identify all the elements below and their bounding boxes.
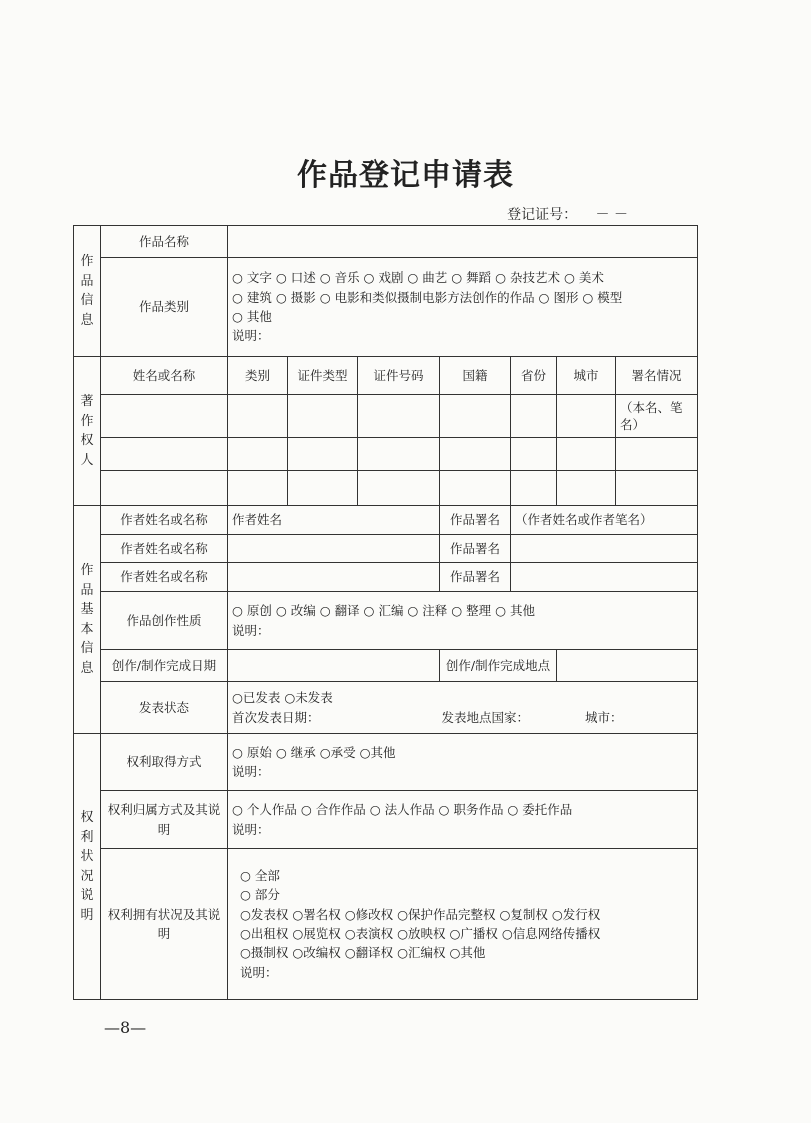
owner-row-2-id-type[interactable] bbox=[288, 438, 358, 471]
work-type-line-3[interactable]: ○ 其他 bbox=[232, 309, 272, 324]
rights-own-line-3[interactable]: ○摄制权 ○改编权 ○翻译权 ○汇编权 ○其他 bbox=[240, 945, 486, 961]
publish-status-options[interactable] bbox=[228, 682, 698, 734]
rights-acquire-choices[interactable]: ○ 原始 ○ 继承 ○承受 ○其他 bbox=[232, 744, 396, 760]
work-sign-2-label: 作品署名 bbox=[440, 535, 511, 563]
completion-place-label: 创作/制作完成地点 bbox=[440, 650, 557, 682]
work-sign-2-field[interactable] bbox=[511, 535, 698, 563]
owner-header-name: 姓名或名称 bbox=[101, 357, 228, 395]
author-1-field[interactable]: 作者姓名 bbox=[228, 506, 440, 535]
rights-acquire-options[interactable] bbox=[228, 734, 698, 791]
creation-nature-options[interactable] bbox=[228, 592, 698, 650]
section-work-info: 作 品 信 息 bbox=[74, 226, 101, 357]
first-publish-date-label: 首次发表日期： bbox=[232, 709, 320, 725]
rights-belong-label: 权利归属方式及其说明 bbox=[101, 791, 228, 849]
owner-row-3-province[interactable] bbox=[511, 471, 557, 506]
section-rights-status: 权 利 状 况 说 明 bbox=[74, 734, 101, 1000]
owner-row-1-id-type[interactable] bbox=[288, 395, 358, 438]
registration-number bbox=[507, 204, 628, 224]
registration-number-label: 登记证号： bbox=[507, 207, 578, 223]
owner-row-2-name[interactable] bbox=[101, 438, 228, 471]
work-type-line-1[interactable]: ○ 文字 ○ 口述 ○ 音乐 ○ 戏剧 ○ 曲艺 ○ 舞蹈 ○ 杂技艺术 ○ 美术 bbox=[232, 270, 604, 286]
author-3-label: 作者姓名或名称 bbox=[101, 563, 228, 592]
publish-city-label: 城市： bbox=[585, 709, 623, 725]
owner-row-1-city[interactable] bbox=[557, 395, 616, 438]
owner-header-province: 省份 bbox=[511, 357, 557, 395]
owner-row-2-id-number[interactable] bbox=[358, 438, 440, 471]
publish-status-choices[interactable]: ○已发表 ○未发表 bbox=[232, 690, 333, 706]
owner-row-1-province[interactable] bbox=[511, 395, 557, 438]
creation-nature-choices[interactable]: ○ 原创 ○ 改编 ○ 翻译 ○ 汇编 ○ 注释 ○ 整理 ○ 其他 bbox=[232, 603, 536, 619]
completion-date-label: 创作/制作完成日期 bbox=[101, 650, 228, 682]
owner-row-2-nationality[interactable] bbox=[440, 438, 511, 471]
owner-row-3-nationality[interactable] bbox=[440, 471, 511, 506]
owner-header-nationality: 国籍 bbox=[440, 357, 511, 395]
form-table bbox=[73, 225, 698, 1000]
owner-header-signature: 署名情况 bbox=[616, 357, 698, 395]
owner-row-1-id-number[interactable] bbox=[358, 395, 440, 438]
work-type-options[interactable] bbox=[228, 258, 698, 357]
owner-header-id-type: 证件类型 bbox=[288, 357, 358, 395]
owner-row-2-city[interactable] bbox=[557, 438, 616, 471]
form-title: 作品登记申请表 bbox=[297, 158, 514, 193]
work-sign-1-field[interactable]: （作者姓名或作者笔名） bbox=[511, 506, 698, 535]
work-sign-1-label: 作品署名 bbox=[440, 506, 511, 535]
completion-date-field[interactable] bbox=[228, 650, 440, 682]
rights-own-part[interactable]: ○ 部分 bbox=[240, 887, 280, 903]
rights-belong-note: 说明： bbox=[232, 821, 270, 837]
registration-number-value[interactable]: － － bbox=[595, 207, 628, 223]
section-copyright-owner: 著 作 权 人 bbox=[74, 357, 101, 506]
work-type-line-2[interactable]: ○ 建筑 ○ 摄影 ○ 电影和类似摄制电影方法创作的作品 ○ 图形 ○ 模型 bbox=[232, 289, 623, 305]
owner-header-id-number: 证件号码 bbox=[358, 357, 440, 395]
owner-header-city: 城市 bbox=[557, 357, 616, 395]
rights-own-note: 说明： bbox=[240, 964, 278, 980]
creation-nature-note: 说明： bbox=[232, 622, 270, 638]
completion-place-field[interactable] bbox=[557, 650, 698, 682]
owner-row-3-category[interactable] bbox=[228, 471, 288, 506]
owner-row-2-province[interactable] bbox=[511, 438, 557, 471]
work-type-label: 作品类别 bbox=[101, 258, 228, 357]
rights-own-all[interactable]: ○ 全部 bbox=[240, 867, 280, 883]
application-form bbox=[73, 225, 697, 1002]
owner-row-2-signature[interactable] bbox=[616, 438, 698, 471]
owner-row-3-signature[interactable] bbox=[616, 471, 698, 506]
author-2-label: 作者姓名或名称 bbox=[101, 535, 228, 563]
owner-row-3-city[interactable] bbox=[557, 471, 616, 506]
owner-row-1-signature[interactable]: （本名、笔名） bbox=[616, 395, 698, 438]
owner-header-category: 类别 bbox=[228, 357, 288, 395]
work-type-note: 说明： bbox=[232, 328, 270, 344]
author-2-field[interactable] bbox=[228, 535, 440, 563]
work-sign-3-field[interactable] bbox=[511, 563, 698, 592]
rights-own-line-1[interactable]: ○发表权 ○署名权 ○修改权 ○保护作品完整权 ○复制权 ○发行权 bbox=[240, 906, 601, 922]
owner-row-1-category[interactable] bbox=[228, 395, 288, 438]
page-number: —8— bbox=[104, 1018, 147, 1037]
work-name-label: 作品名称 bbox=[101, 226, 228, 258]
owner-row-3-id-type[interactable] bbox=[288, 471, 358, 506]
rights-acquire-label: 权利取得方式 bbox=[101, 734, 228, 791]
rights-own-options[interactable] bbox=[228, 849, 698, 1000]
author-1-label: 作者姓名或名称 bbox=[101, 506, 228, 535]
publish-details bbox=[232, 708, 693, 727]
work-sign-3-label: 作品署名 bbox=[440, 563, 511, 592]
publish-status-label: 发表状态 bbox=[101, 682, 228, 734]
rights-own-label: 权利拥有状况及其说明 bbox=[101, 849, 228, 1000]
owner-row-1-nationality[interactable] bbox=[440, 395, 511, 438]
rights-own-line-2[interactable]: ○出租权 ○展览权 ○表演权 ○放映权 ○广播权 ○信息网络传播权 bbox=[240, 926, 601, 941]
rights-belong-choices[interactable]: ○ 个人作品 ○ 合作作品 ○ 法人作品 ○ 职务作品 ○ 委托作品 bbox=[232, 802, 573, 818]
owner-row-2-category[interactable] bbox=[228, 438, 288, 471]
owner-row-1-name[interactable] bbox=[101, 395, 228, 438]
owner-row-3-name[interactable] bbox=[101, 471, 228, 506]
publish-country-label: 发表地点国家： bbox=[441, 709, 530, 725]
section-basic-info: 作 品 基 本 信 息 bbox=[74, 506, 101, 734]
rights-belong-options[interactable] bbox=[228, 791, 698, 849]
author-3-field[interactable] bbox=[228, 563, 440, 592]
work-name-field[interactable] bbox=[228, 226, 698, 258]
rights-acquire-note: 说明： bbox=[232, 764, 270, 779]
creation-nature-label: 作品创作性质 bbox=[101, 592, 228, 650]
owner-row-3-id-number[interactable] bbox=[358, 471, 440, 506]
